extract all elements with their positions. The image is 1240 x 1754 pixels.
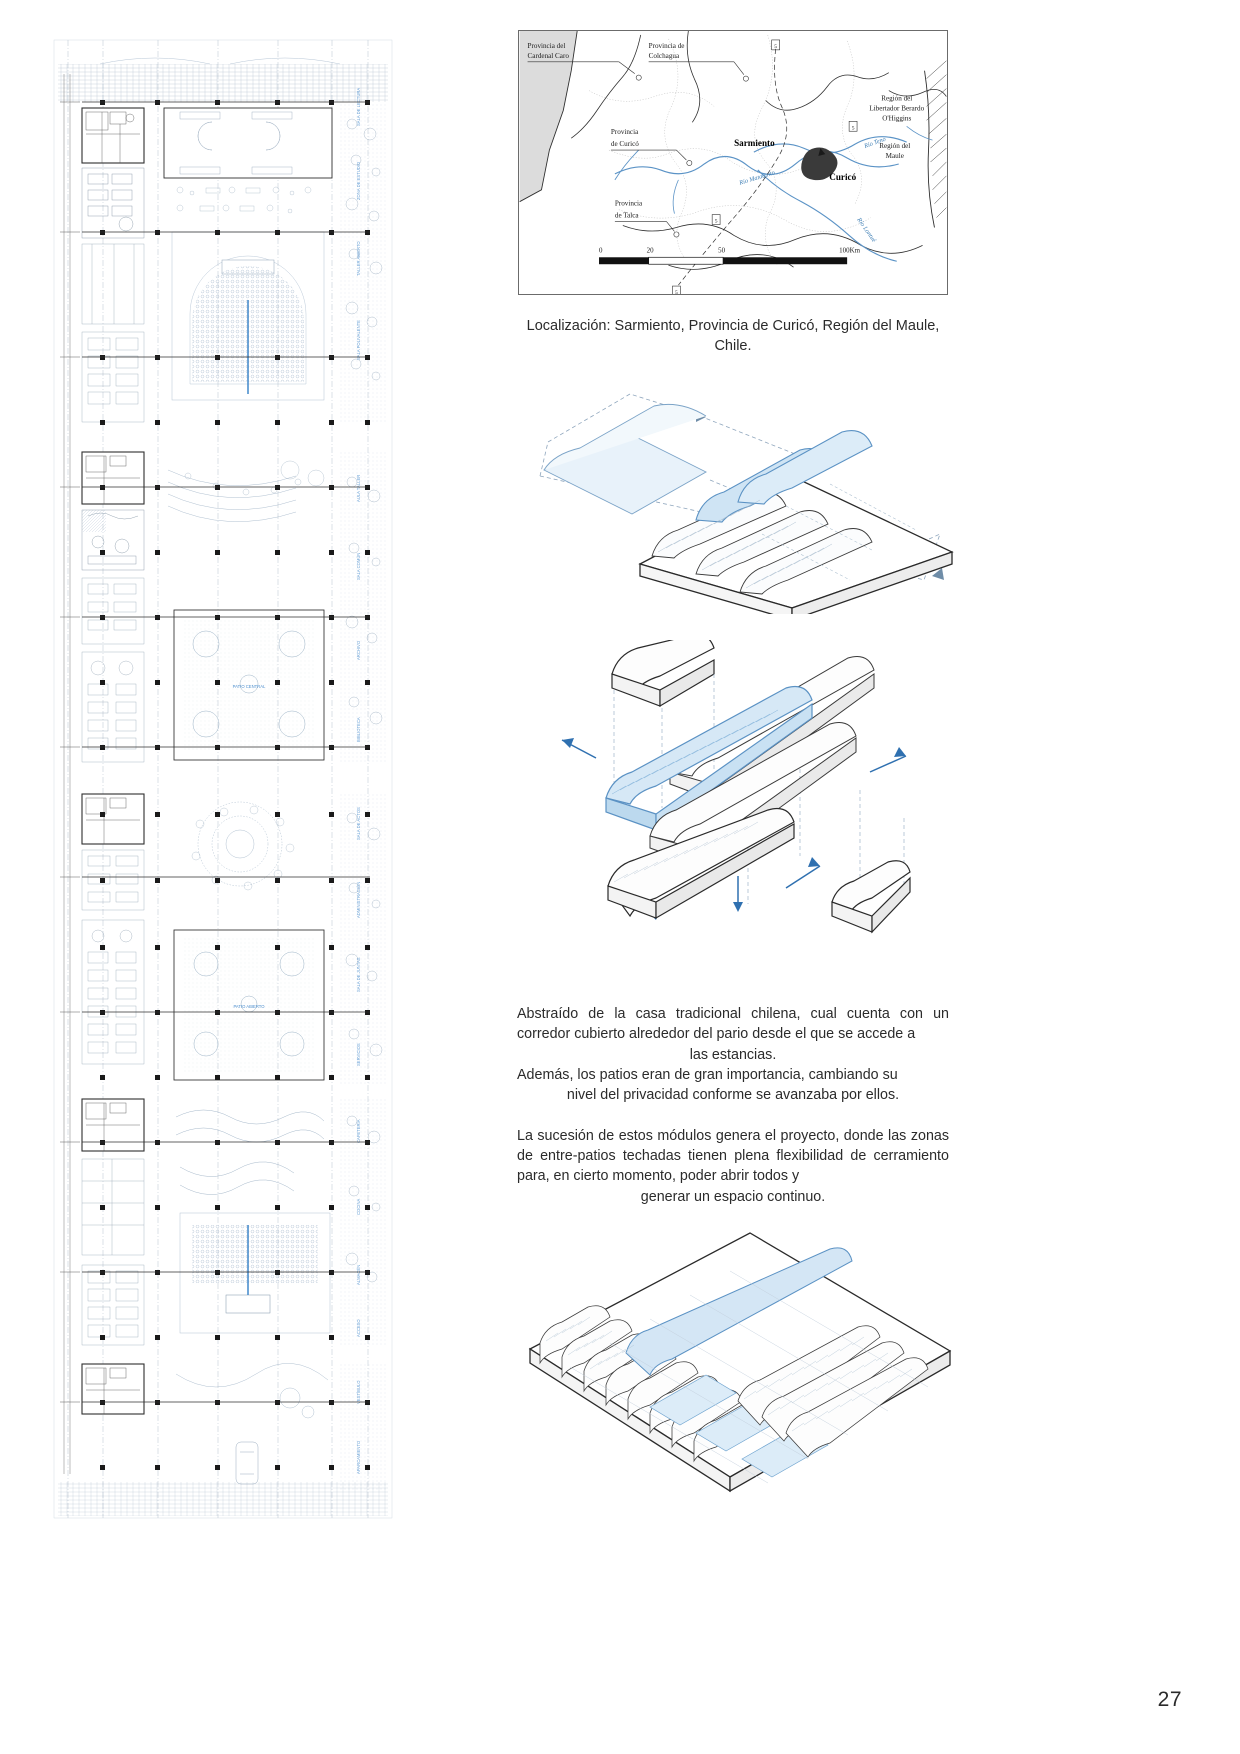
- body-text-block: [517, 1004, 949, 1207]
- svg-text:de Talca: de Talca: [614, 211, 639, 220]
- svg-text:de Curicó: de Curicó: [610, 140, 639, 149]
- page-number: 27: [1157, 1688, 1182, 1711]
- p1-line5: nivel del privacidad conforme se avanzaba por ellos.: [566, 1087, 900, 1104]
- svg-text:20: 20: [646, 246, 654, 255]
- svg-text:COCINA: COCINA: [356, 1198, 361, 1215]
- right-column: [500, 30, 970, 1506]
- svg-text:PATIO CENTRAL: PATIO CENTRAL: [232, 684, 266, 689]
- svg-text:Colchagua: Colchagua: [648, 51, 680, 60]
- svg-text:ACCESO: ACCESO: [356, 1319, 361, 1337]
- p2-line3: cerramiento para, en cierto momento, poder abrir todos y: [517, 1147, 949, 1185]
- svg-text:ZONA DE ESTUDIO: ZONA DE ESTUDIO: [356, 161, 361, 200]
- svg-text:Región del: Región del: [879, 142, 911, 151]
- svg-text:5: 5: [851, 125, 855, 132]
- svg-text:SALA POLIVALENTE: SALA POLIVALENTE: [356, 320, 361, 360]
- svg-text:5: 5: [774, 43, 778, 50]
- p1-line1: Abstraído de la casa tradicional chilena, cual cuenta con un: [517, 1006, 949, 1023]
- svg-text:Provincia del: Provincia del: [527, 41, 566, 50]
- paragraph-2: [517, 1126, 949, 1207]
- svg-text:Provincia: Provincia: [614, 199, 643, 208]
- p2-line1: La sucesión de estos módulos genera el proyecto, donde las: [517, 1127, 907, 1144]
- svg-text:Libertador Berardo: Libertador Berardo: [869, 104, 925, 113]
- svg-text:5: 5: [714, 218, 718, 225]
- river-label-lontue: Río Lontué: [855, 216, 878, 244]
- river-label-mataquito: Río Mataquito: [738, 169, 776, 187]
- p1-line3: las estancias.: [689, 1046, 777, 1063]
- svg-text:CAFETERÍA: CAFETERÍA: [356, 1119, 361, 1143]
- svg-text:VESTÍBULO: VESTÍBULO: [356, 1380, 361, 1404]
- paragraph-1: [517, 1004, 949, 1105]
- axonometric-full-assembly: [500, 1231, 970, 1506]
- svg-text:5: 5: [675, 290, 678, 294]
- svg-text:APARCAMIENTO: APARCAMIENTO: [356, 1440, 361, 1474]
- svg-text:ADMINISTRACIÓN: ADMINISTRACIÓN: [356, 881, 361, 918]
- axonometric-exploded-modules: [500, 640, 970, 970]
- svg-text:0: 0: [599, 246, 603, 255]
- svg-text:BIBLIOTECA: BIBLIOTECA: [356, 717, 361, 742]
- p1-line2: corredor cubierto alrededor del pario desde el que se accede a: [517, 1026, 916, 1043]
- svg-text:Provincia: Provincia: [610, 128, 639, 137]
- p2-line2: zonas de entre-patios techadas tienen plena flexibilidad de: [517, 1127, 949, 1164]
- svg-text:SALA DE JUNTAS: SALA DE JUNTAS: [356, 957, 361, 992]
- svg-text:SALA COMÚN: SALA COMÚN: [356, 552, 361, 580]
- svg-text:ARCHIVO: ARCHIVO: [356, 640, 361, 660]
- svg-text:Maule: Maule: [885, 152, 904, 161]
- svg-text:SALA DE LECTURA: SALA DE LECTURA: [356, 87, 361, 126]
- svg-text:SERVICIOS: SERVICIOS: [356, 1043, 361, 1066]
- svg-text:50: 50: [718, 246, 726, 255]
- svg-text:SALA DE ACTOS: SALA DE ACTOS: [356, 807, 361, 840]
- svg-text:AULA TALLER: AULA TALLER: [356, 474, 361, 502]
- svg-text:Provincia de: Provincia de: [648, 41, 685, 50]
- svg-text:Región del: Región del: [881, 94, 913, 103]
- city-label-curico: Curicó: [829, 171, 857, 182]
- p2-line4: generar un espacio continuo.: [640, 1188, 826, 1205]
- svg-text:Cardenal Caro: Cardenal Caro: [527, 51, 569, 60]
- location-map: [518, 30, 948, 295]
- map-caption: Localización: Sarmiento, Provincia de Curicó, Región del Maule, Chile.: [526, 318, 940, 354]
- svg-text:TALLER ABIERTO: TALLER ABIERTO: [356, 241, 361, 276]
- svg-text:PATIO ABIERTO: PATIO ABIERTO: [233, 1004, 265, 1009]
- svg-text:ALMACÉN: ALMACÉN: [356, 1264, 361, 1285]
- floor-plan-drawing: [40, 34, 410, 1524]
- svg-text:100Km: 100Km: [839, 246, 861, 255]
- river-label-teno: Río Teno: [863, 135, 887, 150]
- svg-text:O'Higgins: O'Higgins: [882, 114, 912, 123]
- city-label-sarmiento: Sarmiento: [734, 138, 775, 149]
- p1-line4: Además, los patios eran de gran importancia, cambiando su: [517, 1067, 898, 1084]
- axonometric-module-extraction: [500, 384, 970, 614]
